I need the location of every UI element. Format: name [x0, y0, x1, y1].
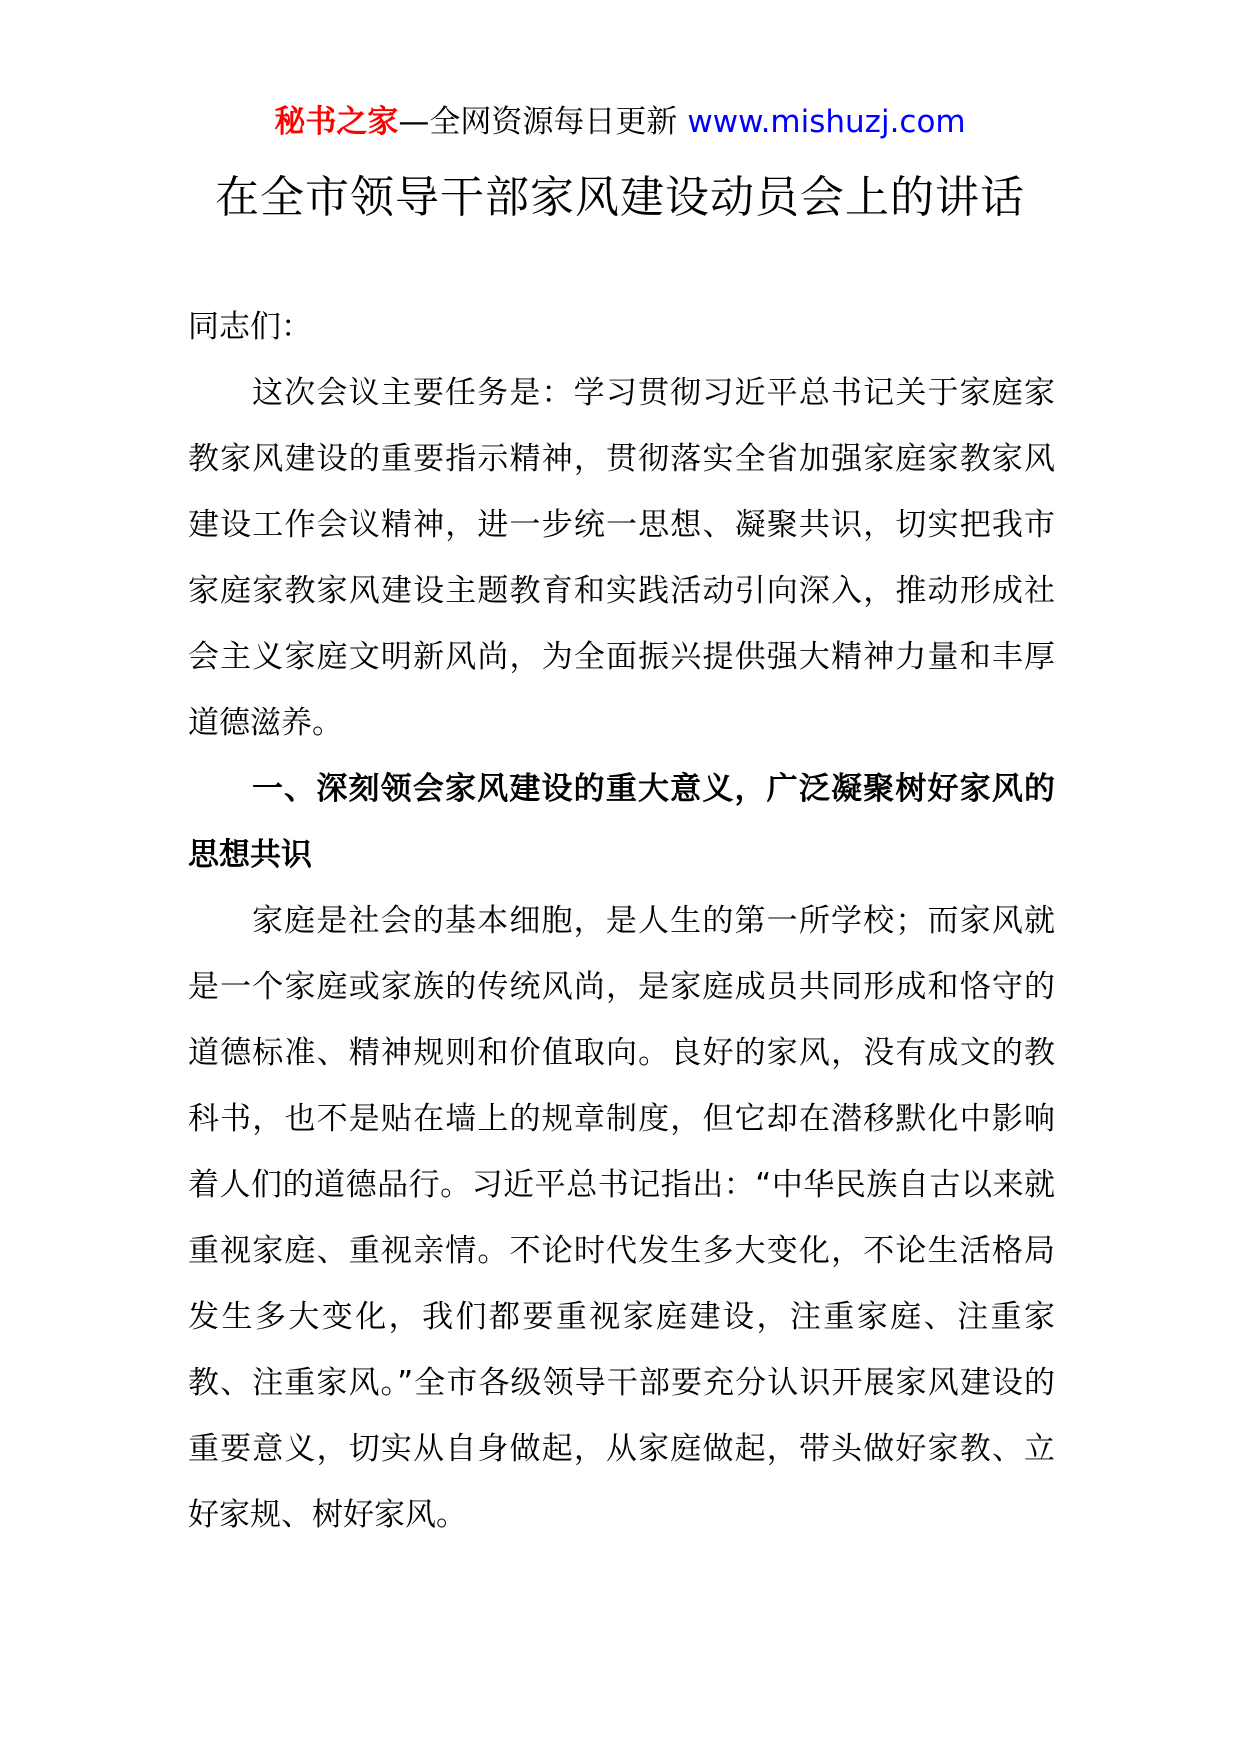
section-heading-1: 一、深刻领会家风建设的重大意义，广泛凝聚树好家风的思想共识 [188, 771, 1055, 873]
header-tagline: —全网资源每日更新 [398, 104, 678, 140]
paragraph-intro: 这次会议主要任务是：学习贯彻习近平总书记关于家庭家教家风建设的重要指示精神，贯彻落实全省加强家庭家教家风建设工作会议精神，进一步统一思想、凝聚共识，切实把我市家庭家教家风建设主题教育和实践活动引向深入，推动形成社会主义家庭文明新风尚，为全面振兴提供强大精神力量和丰厚道德滋养。 [188, 375, 1055, 741]
site-header [0, 100, 1240, 144]
document-body [188, 294, 1055, 1548]
brand-name: 秘书之家 [274, 104, 399, 140]
site-url-link[interactable]: www.mishuzj.com [687, 104, 966, 140]
document-title: 在全市领导干部家风建设动员会上的讲话 [215, 172, 1025, 223]
salutation: 同志们： [188, 309, 312, 345]
paragraph-family-tradition: 家庭是社会的基本细胞，是人生的第一所学校；而家风就是一个家庭或家族的传统风尚，是家庭成员共同形成和恪守的道德标准、精神规则和价值取向。良好的家风，没有成文的教科书，也不是贴在墙上的规章制度，但它却在潜移默化中影响着人们的道德品行。习近平总书记指出：“中华民族自古以来就重视家庭、重视亲情。不论时代发生多大变化，不论生活格局发生多大变化，我们都要重视家庭建设，注重家庭、注重家教、注重家风。”全市各级领导干部要充分认识开展家风建设的重要意义，切实从自身做起，从家庭做起，带头做好家教、立好家规、树好家风。 [188, 903, 1055, 1533]
